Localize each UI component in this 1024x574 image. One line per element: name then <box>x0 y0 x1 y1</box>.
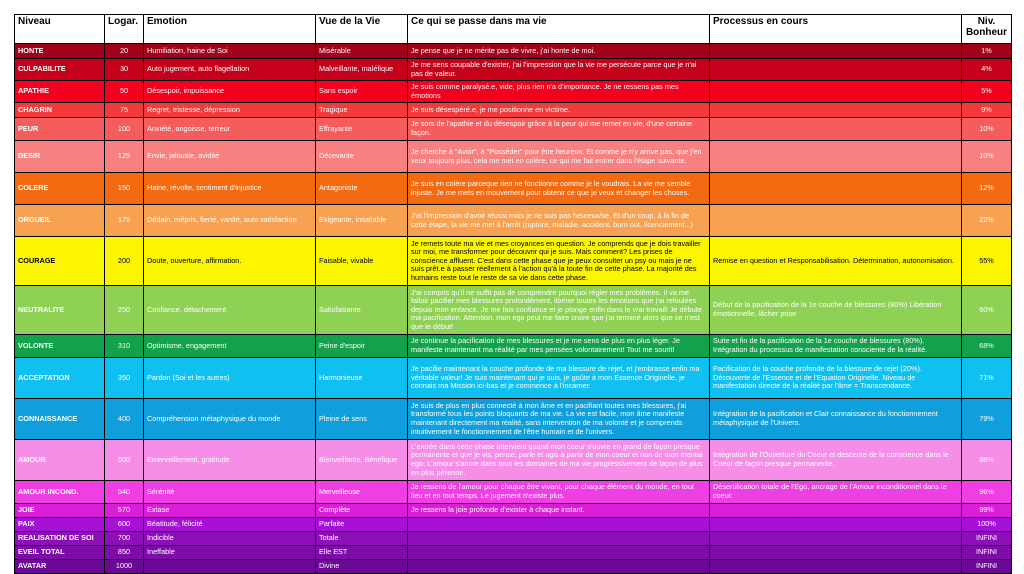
consciousness-levels-table <box>14 14 1012 574</box>
cell-logar: 400 <box>105 399 144 440</box>
cell-processus: Début de la pacification de la 1e couche de blessures (80%) Libération émotionnelle, lâcher prise <box>710 286 962 335</box>
cell-logar: 570 <box>105 504 144 518</box>
cell-vue: Faisable, vivable <box>316 237 408 286</box>
cell-processus <box>710 518 962 532</box>
cell-logar: 350 <box>105 358 144 399</box>
cell-logar: 540 <box>105 481 144 504</box>
cell-emotion: Confiance, détachement <box>144 286 316 335</box>
cell-logar: 20 <box>105 44 144 59</box>
cell-bonheur: 9% <box>962 103 1012 118</box>
cell-emotion: Sérénité <box>144 481 316 504</box>
cell-vie <box>408 532 710 546</box>
cell-emotion: Envie, jalousie, avidité <box>144 141 316 173</box>
table-row <box>15 237 1012 286</box>
cell-bonheur: 100% <box>962 518 1012 532</box>
cell-niveau: CONNAISSANCE <box>15 399 105 440</box>
cell-vue: Peine d'espoir <box>316 335 408 358</box>
table-row <box>15 81 1012 103</box>
table-row <box>15 481 1012 504</box>
cell-bonheur: 99% <box>962 504 1012 518</box>
cell-emotion: Ineffable <box>144 546 316 560</box>
cell-bonheur: 10% <box>962 118 1012 141</box>
cell-logar: 100 <box>105 118 144 141</box>
cell-vue: Elle EST <box>316 546 408 560</box>
cell-logar: 200 <box>105 237 144 286</box>
table-row <box>15 518 1012 532</box>
cell-bonheur: 4% <box>962 59 1012 81</box>
cell-vie <box>408 546 710 560</box>
cell-vie: Je remets toute ma vie et mes croyances en question. Je comprends que je dois travailler sur moi, me transformer pour découvrir qui je suis. Mais comment? Les prises de conscience affluent. C'est dans cette phase que je peux consulter un psy ou mais je ne suis prêt.e à passer réellement à l'action qu'à la toute fin de cette phase. La majorité des humains reste tout le reste de sa vie dans cette phase. <box>408 237 710 286</box>
cell-vie: Je suis comme paralysé.e, vide, plus rien n'a d'importance. Je ne ressens pas mes émotions <box>408 81 710 103</box>
cell-vie: Je pacifie maintenant la couche profonde de ma blessure de rejet, et j'embrasse enfin ma véritable valeur! Je suis maintenant qui je suis, je goûte à mon Essence Originelle, je connais ma Mission ici-bas et je commence à l'incarner. <box>408 358 710 399</box>
cell-vie: Je sors de l'apathie et du désespoir grâce à la peur qui me remet en vie, d'une certaine façon. <box>408 118 710 141</box>
cell-vue: Misérable <box>316 44 408 59</box>
cell-vue: Satisfaisante <box>316 286 408 335</box>
cell-logar: 310 <box>105 335 144 358</box>
cell-logar: 850 <box>105 546 144 560</box>
cell-emotion: Extase <box>144 504 316 518</box>
cell-vue: Bienveillante, Bénéfique <box>316 440 408 481</box>
cell-bonheur: 96% <box>962 481 1012 504</box>
table-row <box>15 546 1012 560</box>
table-row <box>15 59 1012 81</box>
cell-vue: Effrayante <box>316 118 408 141</box>
cell-vie: Je continue la pacification de mes blessures et je me sens de plus en plus léger. Je manifeste maintenant ma réalité par mes pensées volontairement! Tout me sourit! <box>408 335 710 358</box>
cell-processus: Intégration de l'Ouverture du Coeur et descente de la conscience dans le Coeur de façon presque permanente. <box>710 440 962 481</box>
table-row <box>15 504 1012 518</box>
cell-processus <box>710 141 962 173</box>
cell-logar: 30 <box>105 59 144 81</box>
cell-bonheur: INFINI <box>962 532 1012 546</box>
cell-emotion: Humiliation, haine de Soi <box>144 44 316 59</box>
cell-processus: Désertification totale de l'Ego, ancrage de l'Amour inconditionnel dans le coeur. <box>710 481 962 504</box>
cell-emotion: Indicible <box>144 532 316 546</box>
cell-niveau: APATHIE <box>15 81 105 103</box>
cell-processus <box>710 532 962 546</box>
cell-processus <box>710 44 962 59</box>
header-vie: Ce qui se passe dans ma vie <box>408 15 710 44</box>
cell-niveau: CULPABILITE <box>15 59 105 81</box>
cell-niveau: CHAGRIN <box>15 103 105 118</box>
cell-bonheur: 68% <box>962 335 1012 358</box>
table-body <box>15 44 1012 574</box>
cell-vue: Tragique <box>316 103 408 118</box>
cell-vie <box>408 518 710 532</box>
table-row <box>15 440 1012 481</box>
table-row <box>15 532 1012 546</box>
cell-niveau: COLERE <box>15 173 105 205</box>
cell-bonheur: 79% <box>962 399 1012 440</box>
cell-niveau: COURAGE <box>15 237 105 286</box>
cell-bonheur: 12% <box>962 173 1012 205</box>
cell-emotion: Doute, ouverture, affirmation. <box>144 237 316 286</box>
cell-emotion: Dédain, mépris, fierté, vanité, auto satisfaction <box>144 205 316 237</box>
cell-processus <box>710 103 962 118</box>
cell-vue: Totale <box>316 532 408 546</box>
cell-vue: Harmonieuse <box>316 358 408 399</box>
cell-vie: J'ai l'impression d'avoir réussi mais je ne suis pas heureux/se. Et d'un coup, à la fin de cette étape, la vie me met à l'arrêt (rupture, maladie, accident, burn out, licenciement...) <box>408 205 710 237</box>
cell-emotion: Emerveillement, gratitude <box>144 440 316 481</box>
cell-processus <box>710 118 962 141</box>
cell-bonheur: 22% <box>962 205 1012 237</box>
table-row <box>15 44 1012 59</box>
cell-vie: Je me sens coupable d'exister, j'ai l'impression que la vie me persécute parce que je n'ai pas de valeur. <box>408 59 710 81</box>
header-vue: Vue de la Vie <box>316 15 408 44</box>
cell-bonheur: INFINI <box>962 560 1012 574</box>
cell-vue: Décevante <box>316 141 408 173</box>
cell-logar: 600 <box>105 518 144 532</box>
cell-processus <box>710 205 962 237</box>
cell-vie: Je ressens de l'amour pour chaque être vivant, pour chaque élément du monde, en tout lieu et en tout temps. Le jugement n'existe plus. <box>408 481 710 504</box>
cell-bonheur: INFINI <box>962 546 1012 560</box>
cell-niveau: NEUTRALITE <box>15 286 105 335</box>
cell-processus: Remise en question et Responsabilisation. Détermination, autonomisation. <box>710 237 962 286</box>
cell-emotion: Optimisme, engagement <box>144 335 316 358</box>
cell-vie: Je cherche à "Avoir", à "Posséder" pour être heureux. Et comme je n'y arrive pas, que j'en veux toujours plus, cela me met en colère, ce qui me fait entrer dans l'étape suivante. <box>408 141 710 173</box>
table-row <box>15 103 1012 118</box>
header-processus: Processus en cours <box>710 15 962 44</box>
cell-processus <box>710 59 962 81</box>
table-row <box>15 141 1012 173</box>
table-row <box>15 173 1012 205</box>
cell-bonheur: 71% <box>962 358 1012 399</box>
table-row <box>15 335 1012 358</box>
cell-vie: L'entrée dans cette phase intervient quand mon coeur s'ouvre en grand de façon presque permanente et que je vis, pense, parle et agis à partir de mon coeur et non de mon mental ego. L'amour s'ancre dans tous les domaines de ma vie progressivement de façon de plus en plus pérenne. <box>408 440 710 481</box>
cell-logar: 50 <box>105 81 144 103</box>
table-row <box>15 399 1012 440</box>
cell-logar: 175 <box>105 205 144 237</box>
cell-niveau: HONTE <box>15 44 105 59</box>
cell-bonheur: 55% <box>962 237 1012 286</box>
cell-vue: Sans espoir <box>316 81 408 103</box>
cell-processus: Pacification de la couche profonde de la blessure de rejet (20%). Découverte de l'Essence et de l'Equation Originelle. Niveau de manifestation directe de la réalité par l'âme = Transcendance. <box>710 358 962 399</box>
cell-vie: Je ressens la joie profonde d'exister à chaque instant. <box>408 504 710 518</box>
cell-vie: J'ai compris qu'il ne suffit pas de comprendre pourquoi régler mes problèmes. Il va me falloir pacifier mes blessures profondément, libérer toutes les émotions que j'ai refoulées depuis mon enfance. Je me fais confiance et je plonge enfin dans le vrai travail! Je débute ma pacification. Attention, mon ego peut me faire croire que j'ai terminé alors que ce n'est que le début! <box>408 286 710 335</box>
cell-vue: Parfaite <box>316 518 408 532</box>
header-bonheur: Niv. Bonheur <box>962 15 1012 44</box>
cell-emotion: Béatitude, félicité <box>144 518 316 532</box>
cell-vie: Je suis désespéré.e, je me positionne en victime. <box>408 103 710 118</box>
cell-emotion: Haine, révolte, sentiment d'injustice <box>144 173 316 205</box>
cell-bonheur: 5% <box>962 81 1012 103</box>
cell-logar: 250 <box>105 286 144 335</box>
cell-logar: 75 <box>105 103 144 118</box>
cell-emotion: Désespoir, impuissance <box>144 81 316 103</box>
cell-niveau: PEUR <box>15 118 105 141</box>
cell-niveau: PAIX <box>15 518 105 532</box>
cell-bonheur: 60% <box>962 286 1012 335</box>
cell-emotion: Auto jugement, auto flagellation <box>144 59 316 81</box>
cell-vue: Pleine de sens <box>316 399 408 440</box>
cell-processus <box>710 504 962 518</box>
cell-bonheur: 88% <box>962 440 1012 481</box>
cell-bonheur: 1% <box>962 44 1012 59</box>
cell-vue: Divine <box>316 560 408 574</box>
table-row <box>15 205 1012 237</box>
cell-logar: 700 <box>105 532 144 546</box>
cell-vue: Exigeante, insatiable <box>316 205 408 237</box>
cell-processus: Intégration de la pacification et Clair connaissance du fonctionnement métaphysique de l'Univers. <box>710 399 962 440</box>
cell-niveau: EVEIL TOTAL <box>15 546 105 560</box>
cell-niveau: ACCEPTATION <box>15 358 105 399</box>
cell-vue: Malveillante, maléfique <box>316 59 408 81</box>
cell-processus <box>710 173 962 205</box>
cell-niveau: AMOUR INCOND. <box>15 481 105 504</box>
header-logar: Logar. <box>105 15 144 44</box>
cell-logar: 150 <box>105 173 144 205</box>
cell-vue: Complète <box>316 504 408 518</box>
cell-logar: 125 <box>105 141 144 173</box>
cell-vue: Merveilleuse <box>316 481 408 504</box>
cell-niveau: VOLONTE <box>15 335 105 358</box>
cell-niveau: REALISATION DE SOI <box>15 532 105 546</box>
cell-processus <box>710 546 962 560</box>
cell-emotion: Anxiété, angoisse, terreur <box>144 118 316 141</box>
table-row <box>15 118 1012 141</box>
cell-processus: Suite et fin de la pacification de la 1e couche de blessures (80%). Intégration du processus de manifestation consciente de la réalité. <box>710 335 962 358</box>
cell-vie: Je suis de plus en plus connecté à mon âme et en pacifiant toutes mes blessures, j'ai transformé tous les points bloquants de ma vie. La vie est facile, mon âme manifeste maintenant directement ma réalité, sans intervention de ma volonté et je comprends intuitivement le fonctionnement de l'être humain et de l'univers. <box>408 399 710 440</box>
cell-logar: 500 <box>105 440 144 481</box>
header-emotion: Emotion <box>144 15 316 44</box>
cell-niveau: AVATAR <box>15 560 105 574</box>
cell-vie: Je pense que je ne mérite pas de vivre, j'ai honte de moi. <box>408 44 710 59</box>
header-niveau: Niveau <box>15 15 105 44</box>
cell-emotion: Pardon (Soi et les autres) <box>144 358 316 399</box>
table-row <box>15 286 1012 335</box>
cell-niveau: JOIE <box>15 504 105 518</box>
cell-logar: 1000 <box>105 560 144 574</box>
cell-bonheur: 10% <box>962 141 1012 173</box>
cell-emotion: Compréhension métaphysique du monde <box>144 399 316 440</box>
cell-niveau: DESIR <box>15 141 105 173</box>
cell-vue: Antagoniste <box>316 173 408 205</box>
cell-vie: Je suis en colère parceque rien ne fonctionne comme je le voudrais. La vie me semble injuste. Je me mets en mouvement pour obtenir ce que je veux et changer les choses. <box>408 173 710 205</box>
cell-processus <box>710 81 962 103</box>
levels-table-container <box>14 14 1011 574</box>
cell-niveau: ORGUEIL <box>15 205 105 237</box>
cell-niveau: AMOUR <box>15 440 105 481</box>
header-row <box>15 15 1012 44</box>
cell-emotion: Regret, tristesse, dépression <box>144 103 316 118</box>
table-row <box>15 358 1012 399</box>
